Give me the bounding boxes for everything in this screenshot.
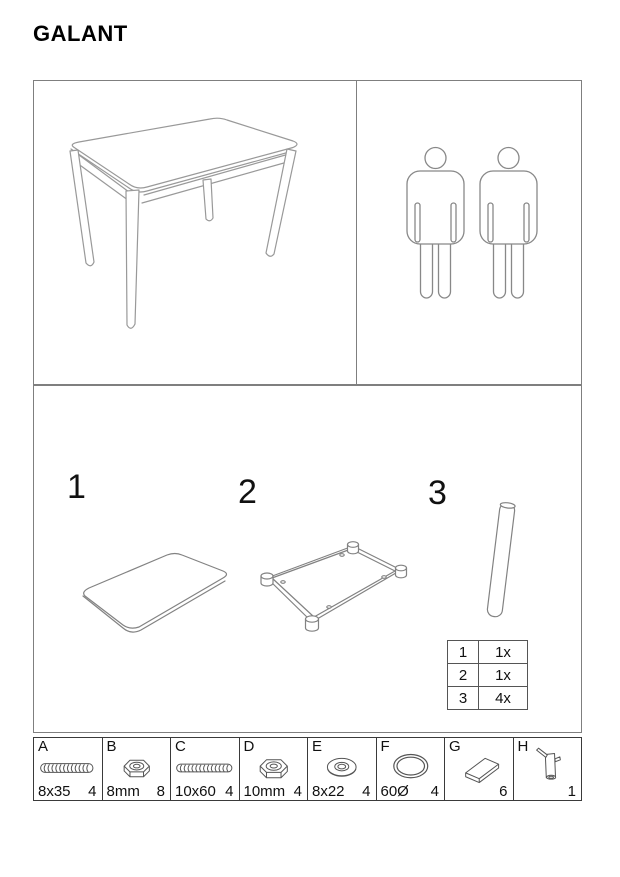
hardware-letter: F	[380, 738, 390, 755]
hardware-item-c	[170, 738, 239, 800]
assembled-table-section	[34, 81, 356, 384]
hardware-size: 10mm	[243, 783, 286, 800]
two-person-icon	[357, 81, 582, 384]
hardware-letter: G	[449, 738, 461, 755]
quantity-row	[448, 664, 528, 687]
part-3-drawing	[487, 502, 516, 618]
part-1-label: 1	[67, 468, 86, 506]
part-qty-cell: 4x	[479, 687, 528, 710]
hardware-item-e	[307, 738, 376, 800]
hardware-size: 8mm	[106, 783, 140, 800]
hardware-count: 4	[225, 783, 234, 800]
quantity-row	[448, 641, 528, 664]
part-2-drawing	[261, 542, 407, 632]
hardware-count: 8	[156, 783, 165, 800]
hardware-count: 4	[293, 783, 302, 800]
hardware-item-g	[444, 738, 513, 800]
hardware-count: 4	[362, 783, 371, 800]
part-number-cell: 2	[448, 664, 479, 687]
hardware-count: 4	[430, 783, 439, 800]
hardware-letter: A	[38, 738, 49, 755]
hardware-count: 6	[499, 783, 508, 800]
panel-divider	[356, 81, 357, 384]
hardware-item-b	[102, 738, 171, 800]
quantity-table	[447, 640, 528, 710]
part-number-cell: 1	[448, 641, 479, 664]
part-3-label: 3	[428, 474, 447, 512]
hardware-size: 10x60	[175, 783, 216, 800]
hardware-size: 60Ø	[380, 783, 409, 800]
part-2-label: 2	[238, 473, 257, 511]
hardware-item-h	[513, 738, 582, 800]
hardware-size: 8x35	[38, 783, 71, 800]
assembled-table-drawing	[34, 81, 356, 384]
hardware-count: 4	[88, 783, 97, 800]
hardware-letter: H	[517, 738, 529, 755]
hardware-count: 1	[567, 783, 576, 800]
part-qty-cell: 1x	[479, 641, 528, 664]
page-title: GALANT	[33, 21, 128, 46]
part-1-drawing	[83, 554, 227, 633]
hardware-letter: C	[175, 738, 186, 755]
hardware-size: 8x22	[312, 783, 345, 800]
hardware-item-a	[34, 738, 102, 800]
hardware-letter: D	[243, 738, 255, 755]
overview-panel	[33, 80, 582, 385]
part-qty-cell: 1x	[479, 664, 528, 687]
part-number-cell: 3	[448, 687, 479, 710]
quantity-row	[448, 687, 528, 710]
hardware-item-d	[239, 738, 308, 800]
hardware-item-f	[376, 738, 445, 800]
hardware-letter: B	[106, 738, 117, 755]
hardware-letter: E	[312, 738, 323, 755]
hardware-strip	[33, 737, 582, 801]
two-person-section	[357, 81, 581, 384]
